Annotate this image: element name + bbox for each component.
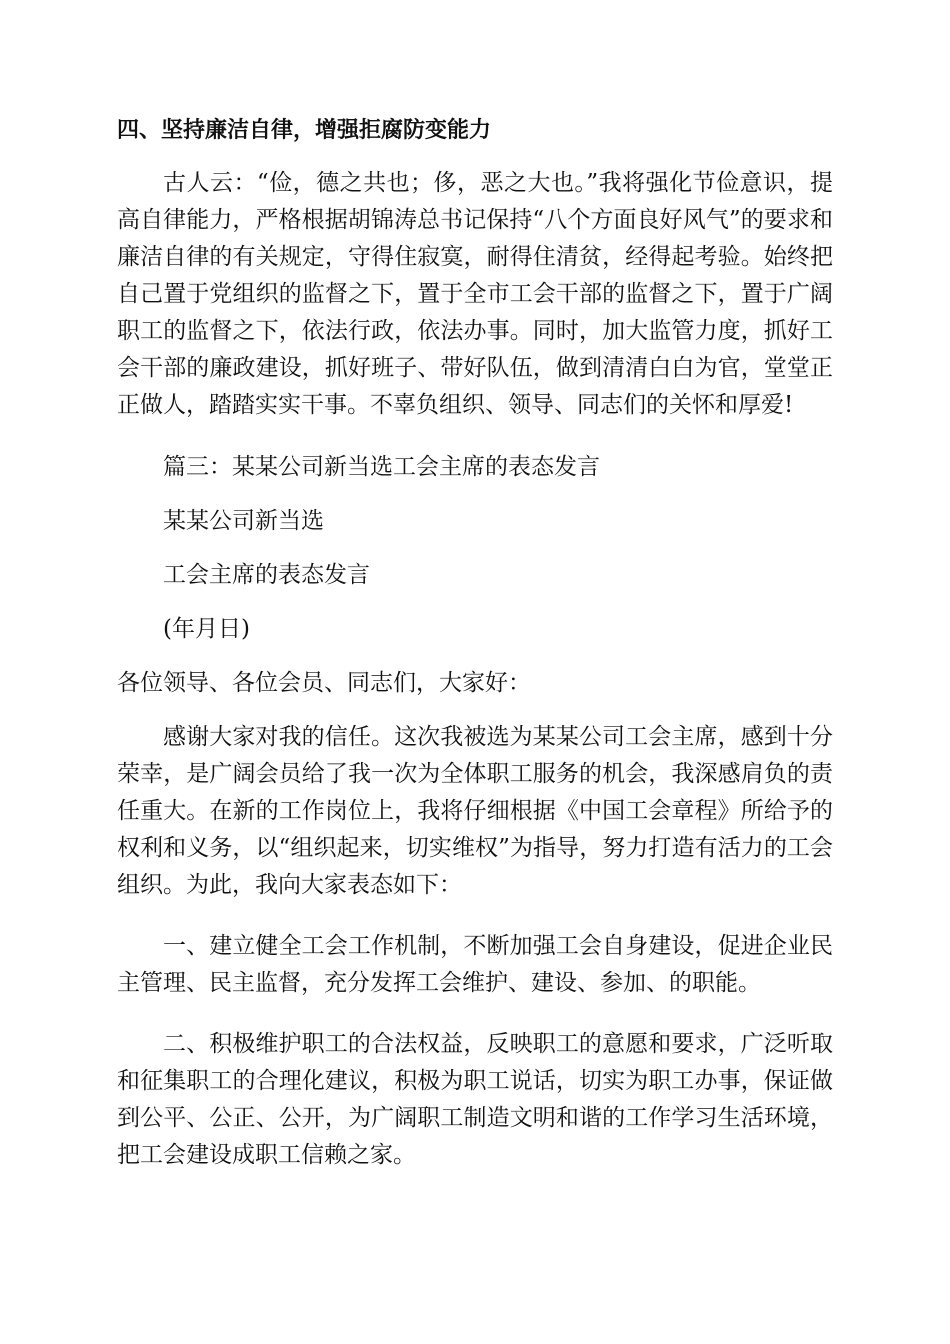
greeting-line: 各位领导、各位会员、同志们，大家好： [117, 670, 531, 696]
speech-title-line-2: 工会主席的表态发言 [163, 562, 370, 588]
part-title: 篇三：某某公司新当选工会主席的表态发言 [163, 454, 600, 480]
date-line: (年月日) [163, 616, 250, 642]
point-two-paragraph: 二、积极维护职工的合法权益，反映职工的意愿和要求，广泛听取和征集职工的合理化建议，积极为职工说话，切实为职工办事，保证做到公平、公正、公开，为广阔职工制造文明和谐的工作学习生活环境，把工会建设成职工信赖之家。 [117, 1031, 833, 1168]
point-one-paragraph: 一、建立健全工会工作机制，不断加强工会自身建设，促进企业民主管理、民主监督，充分发挥工会维护、建设、参加、的职能。 [117, 933, 833, 996]
integrity-paragraph: 古人云：“俭，德之共也；侈，恶之大也。”我将强化节俭意识，提高自律能力，严格根据胡锦涛总书记保持“八个方面良好风气”的要求和廉洁自律的有关规定，守得住寂寞，耐得住清贫，经得起考验。始终把自己置于党组织的监督之下，置于全市工会干部的监督之下，置于广阔职工的监督之下，依法行政，依法办事。同时，加大监管力度，抓好工会干部的廉政建设，抓好班子、带好队伍，做到清清白白为官，堂堂正正做人，踏踏实实干事。不辜负组织、领导、同志们的关怀和厚爱! [117, 170, 833, 418]
thanks-paragraph: 感谢大家对我的信任。这次我被选为某某公司工会主席，感到十分荣幸，是广阔会员给了我一次为全体职工服务的机会，我深感肩负的责任重大。在新的工作岗位上，我将仔细根据《中国工会章程》所给予的权利和义务，以“组织起来，切实维权”为指导，努力打造有活力的工会组织。为此，我向大家表态如下： [117, 724, 833, 898]
section-heading: 四、坚持廉洁自律，增强拒腐防变能力 [117, 118, 492, 143]
speech-title-line-1: 某某公司新当选 [163, 508, 324, 534]
